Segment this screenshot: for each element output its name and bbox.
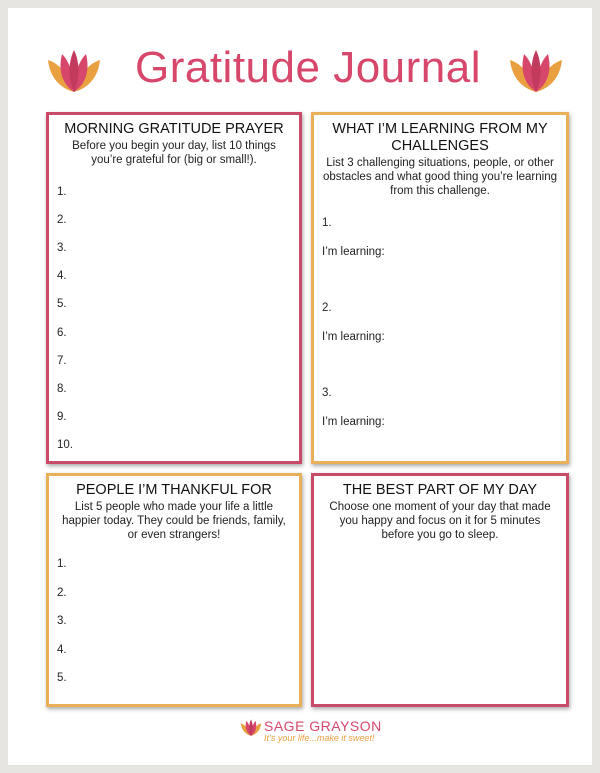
list-item: 10. <box>57 439 73 451</box>
list-item: 3. <box>57 242 67 254</box>
list-item: 5. <box>57 298 67 310</box>
list-item: 9. <box>57 411 67 423</box>
challenge-number: 1. <box>322 217 332 229</box>
challenge-number: 3. <box>322 387 332 399</box>
people-thankful-box <box>46 473 302 707</box>
list-item: 7. <box>57 355 67 367</box>
morning-gratitude-box <box>46 112 302 464</box>
list-item: 1. <box>57 558 67 570</box>
section-title: PEOPLE I’M THANKFUL FOR <box>76 482 272 498</box>
challenges-box <box>311 112 569 464</box>
list-item: 6. <box>57 327 67 339</box>
list-item: 2. <box>57 587 67 599</box>
list-item: 4. <box>57 270 67 282</box>
section-title: THE BEST PART OF MY DAY <box>342 482 538 498</box>
section-description: List 5 people who made your life a little happier today. They could be friends, family, or even strangers! <box>62 501 286 541</box>
list-item: 5. <box>57 672 67 684</box>
brand-name: SAGE GRAYSON <box>264 718 382 734</box>
list-item: 1. <box>57 186 67 198</box>
best-part-box <box>311 473 569 707</box>
learning-label: I’m learning: <box>322 246 385 258</box>
brand-tagline: It’s your life...make it sweet! <box>264 733 375 743</box>
section-title: MORNING GRATITUDE PRAYER <box>64 121 284 137</box>
list-item: 8. <box>57 383 67 395</box>
lotus-icon <box>240 718 262 738</box>
page-title: Gratitude Journal <box>134 43 482 92</box>
section-title: WHAT I’M LEARNING FROM MY CHALLENGES <box>332 121 548 154</box>
learning-label: I’m learning: <box>322 331 385 343</box>
lotus-icon <box>508 48 564 96</box>
list-item: 3. <box>57 615 67 627</box>
list-item: 4. <box>57 644 67 656</box>
list-item: 2. <box>57 214 67 226</box>
section-description: Choose one moment of your day that made you happy and focus on it for 5 minutes before you go to sleep. <box>329 501 551 541</box>
section-description: List 3 challenging situations, people, or other obstacles and what good thing you’re learning from this challenge. <box>323 157 557 197</box>
challenge-number: 2. <box>322 302 332 314</box>
section-description: Before you begin your day, list 10 things you’re grateful for (big or small!). <box>72 140 276 166</box>
learning-label: I’m learning: <box>322 416 385 428</box>
